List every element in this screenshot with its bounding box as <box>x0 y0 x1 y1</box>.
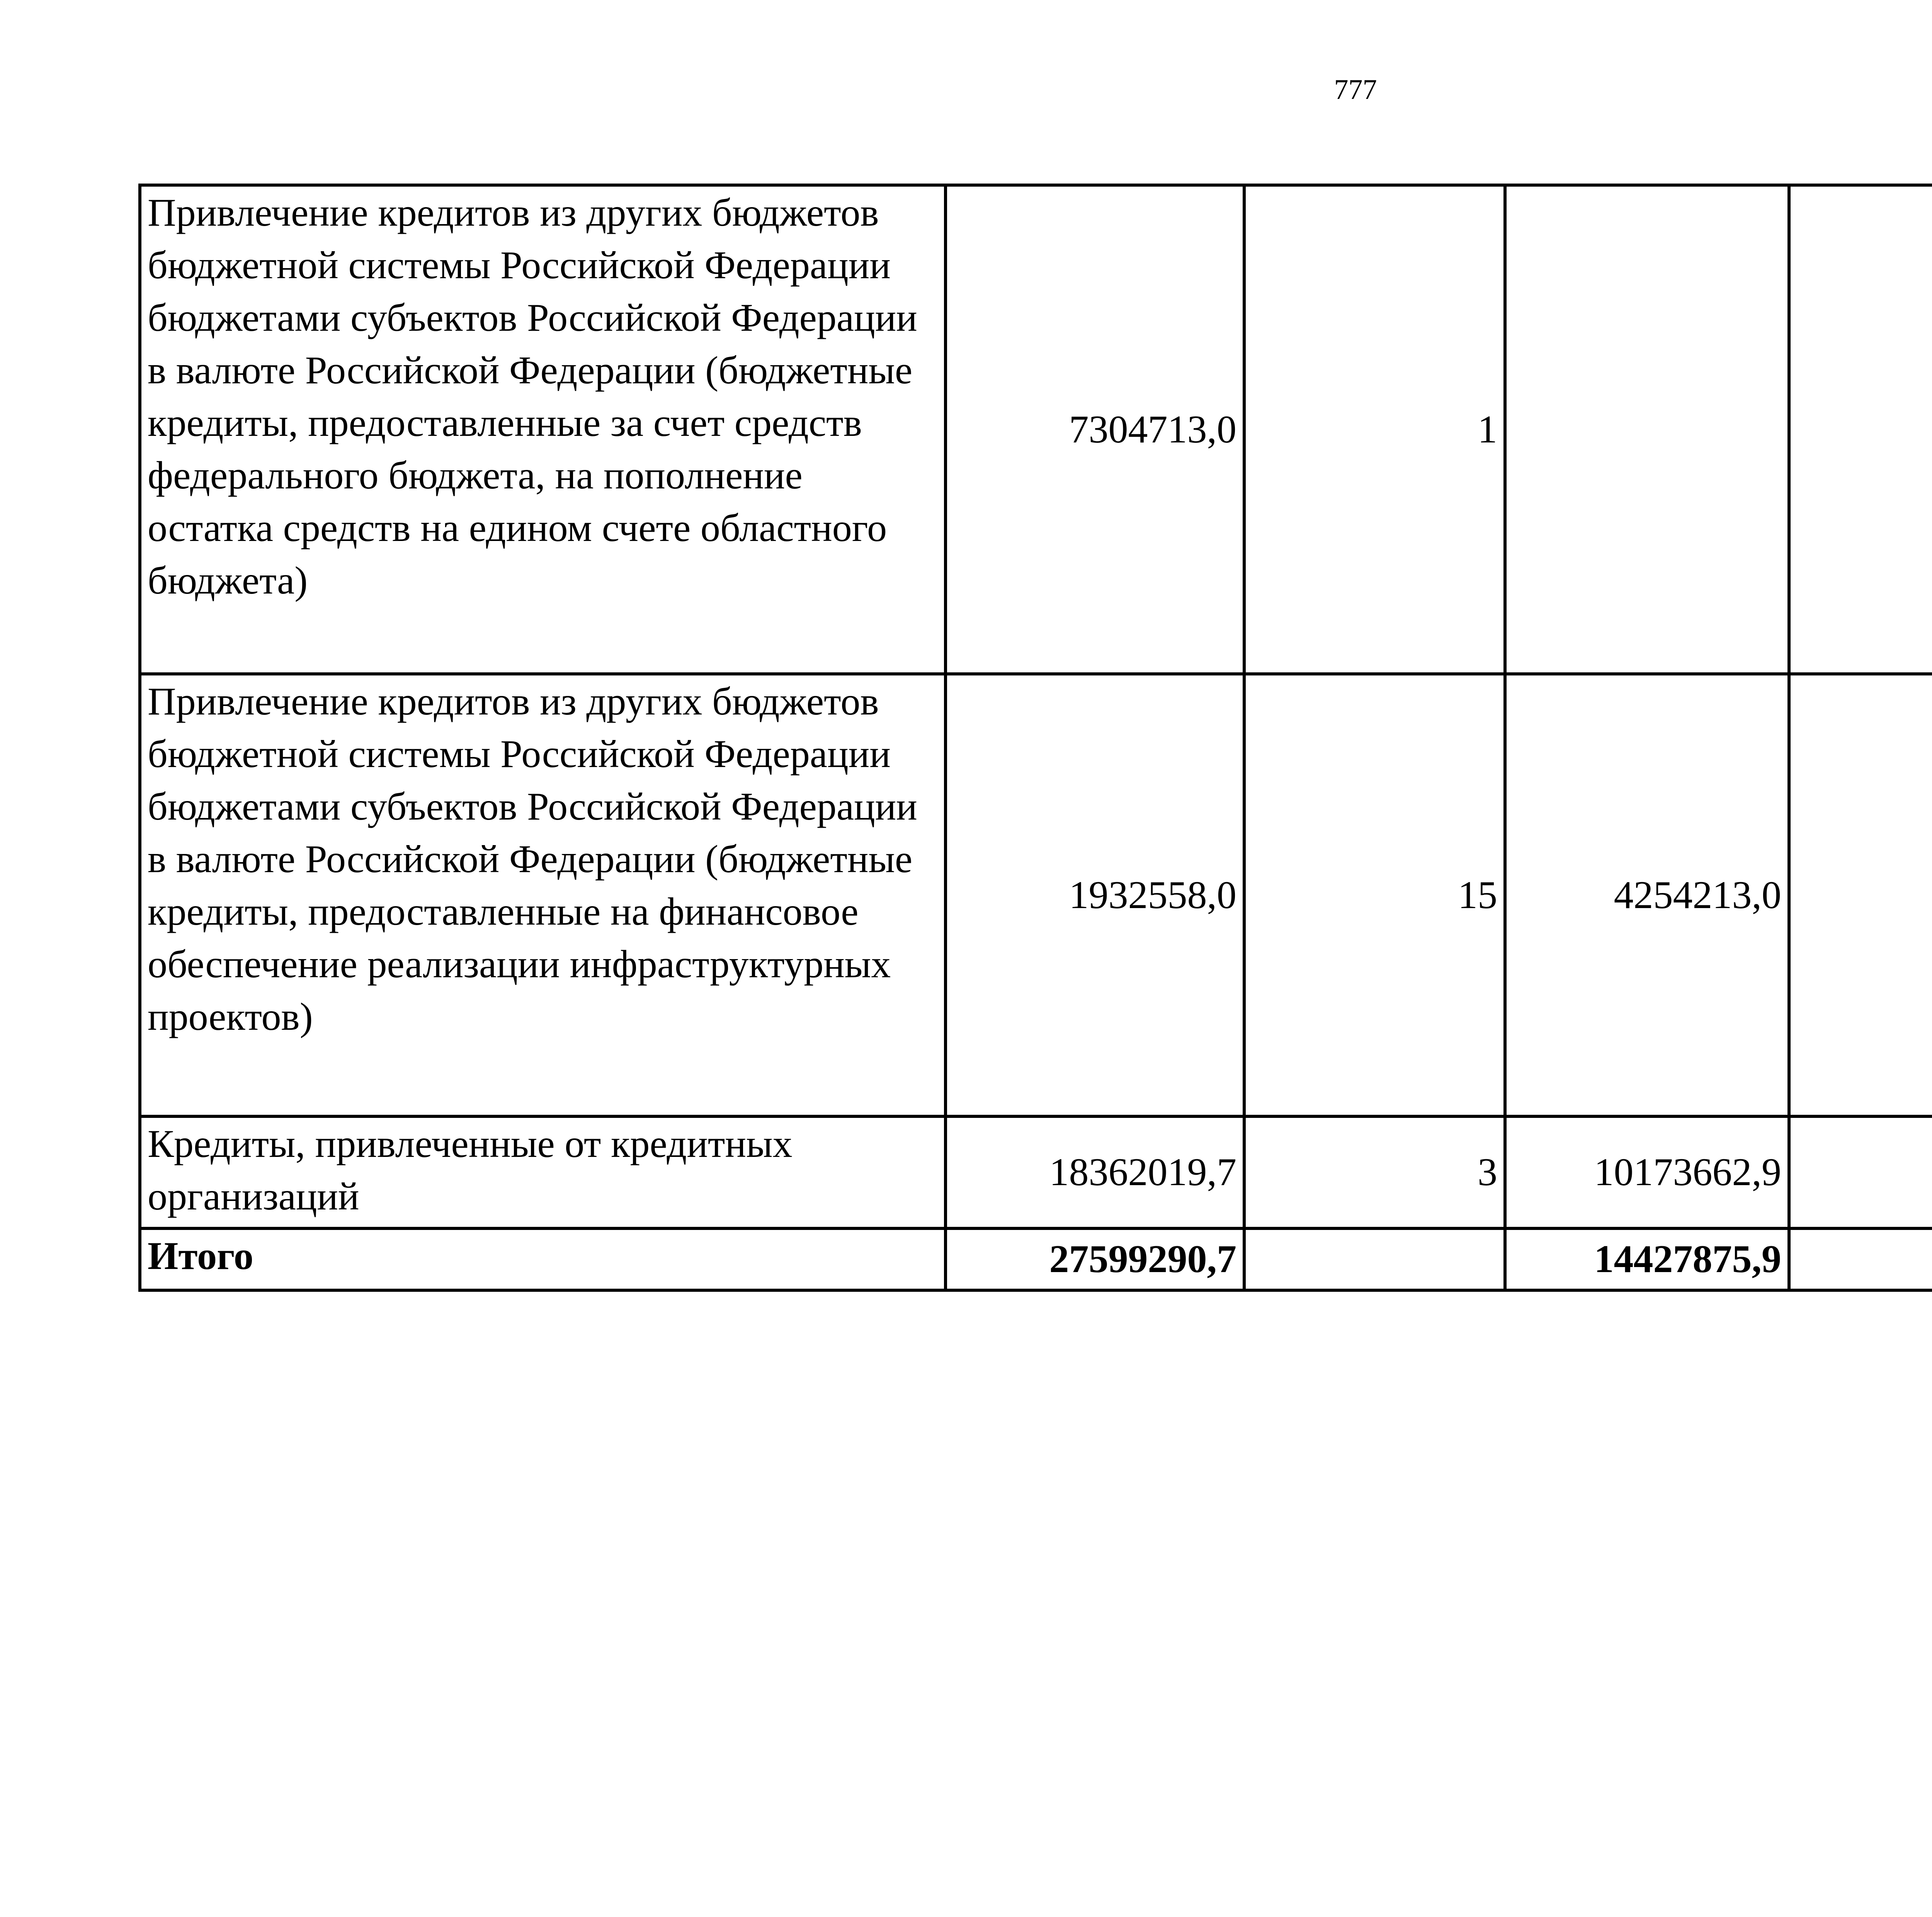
budget-credits-table <box>138 184 1932 1292</box>
total-amount-cell: 27599290,7 <box>946 1228 1244 1290</box>
amount-cell: 18362019,7 <box>946 1116 1244 1228</box>
amount-cell: 10173662,9 <box>1505 1116 1789 1228</box>
term-cell <box>1789 1116 1932 1228</box>
row-label: Привлечение кредитов из других бюджетов бюджетной системы Российской Федерации бюджетами субъектов Российской Федерации в валюте Российской Федерации (бюджетные кредиты, предоставленные за счет средств федерального бюджета, на пополнение остатка средств на едином счете областного бюджета) <box>140 185 946 674</box>
row-label: Привлечение кредитов из других бюджетов бюджетной системы Российской Федерации бюджетами субъектов Российской Федерации в валюте Российской Федерации (бюджетные кредиты, предоставленные на финансовое обеспечение реализации инфраструктурных проектов) <box>140 674 946 1116</box>
amount-cell: 1932558,0 <box>946 674 1244 1116</box>
table-row <box>140 674 1932 1116</box>
amount-cell <box>1505 185 1789 674</box>
amount-cell: 7304713,0 <box>946 185 1244 674</box>
total-amount-cell: 14427875,9 <box>1505 1228 1789 1290</box>
row-label: Кредиты, привлеченные от кредитных организаций <box>140 1116 946 1228</box>
amount-cell: 4254213,0 <box>1505 674 1789 1116</box>
term-cell <box>1789 674 1932 1116</box>
total-term-cell <box>1244 1228 1505 1290</box>
page-number: 777 <box>1334 74 1377 105</box>
table-row <box>140 1116 1932 1228</box>
total-label: Итого <box>140 1228 946 1290</box>
total-row <box>140 1228 1932 1290</box>
term-cell: 15 <box>1244 674 1505 1116</box>
term-cell <box>1789 185 1932 674</box>
total-term-cell <box>1789 1228 1932 1290</box>
term-cell: 3 <box>1244 1116 1505 1228</box>
table-row <box>140 185 1932 674</box>
term-cell: 1 <box>1244 185 1505 674</box>
